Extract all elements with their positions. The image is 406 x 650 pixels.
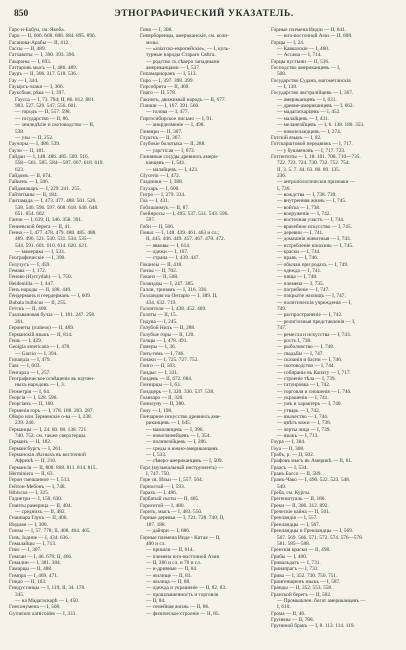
index-column-3 [271,27,399,643]
index-entry: — физическое строеніе — II, 85. [146,610,220,617]
index-entry: 651. 654. 662. [15,210,46,217]
index-entry: — одежда — I, 741. [277,268,322,275]
index-entry: — городъ — II, 557. 598. [15,109,71,116]
index-entry: Германскій языкъ — II, 814. [9,331,73,338]
index-entry: Гонго — II, 503. [140,363,177,370]
index-entry: Гренландцы и Гренландцы — I, 569. [271,528,354,535]
index-entry: — новозеландцевъ — I, 274. [277,128,342,135]
index-entry: I, 747. 750. [146,471,171,478]
index-entry: Geoigia americana — I, 478. [9,344,71,351]
index-entry: Генгарха — I, 257. [9,369,51,376]
index-entry: Голоты — II, 15. [140,312,178,319]
index-entry: — Кавказскіе — I, 460. [277,46,330,53]
index-entry: Голандцы — I, 247. 385. [140,280,195,287]
index-entry: Гидува — I, 245. [140,318,178,325]
index-entry: — анирдизменіе — I, 498. [146,122,205,129]
index-entry: — II, 386 и сл. и 70 и сл. [146,559,202,566]
index-entry: Гинзы — I, 57. 778; II, 408. 464. 465. [9,528,91,535]
index-entry: Германцы — I, 24. 60. 68. 138. 721. [9,426,88,433]
index-entry: канцевъ — I, 541. [146,160,186,167]
index-entry: Геометрія — I, 64. [9,388,51,395]
index-entry: Гоби — II, 506. [140,223,175,230]
index-entry: 345. [15,591,25,598]
index-entry: — политическія учрежденія — I, [277,299,352,306]
index-entry: Глиняные сосуды древнихъ амери- [140,153,219,160]
index-entry: Готскарштовой передвижъ — I, 717. [271,141,353,148]
index-entry: Гаяс — I, 603. [9,363,41,370]
index-entry: Heidenliila — I, 447. [9,280,55,287]
index-entry: Груниной бракъ — I, 8. 113. 114. 119. [271,623,355,630]
index-entry: — торговля и сношенія — I, 746. [277,388,352,395]
index-entry: Греба, см. Кургы. [271,490,311,497]
index-entry: — одежда и украшеніе — II, 82. 83. [146,585,227,592]
index-entry: Гиргосибирское письмо — I, 91. [140,115,213,122]
index-entry: — у бушменовъ — I, 717. 723. [277,147,346,154]
index-entry: Гассы — II, 489. [9,46,46,53]
index-entry: Гону — I, 198. [140,407,173,414]
index-entry: — I, 533. [146,452,167,459]
index-entry: 581. 585—588. [277,540,311,547]
index-entry: — умъ и характеръ — I, 740. [277,401,342,408]
index-entry: Гауръ — II, 306. 317. 518. 536. [9,71,78,78]
index-entry: — семейная жизнь — II, 86. [146,604,210,611]
index-entry: Глукгкъ — II, 367. [140,134,182,141]
index-entry: Горцы — I, 24. [271,39,305,46]
index-entry: 747. [277,325,287,332]
index-entry: — и-дривные — II, 84. [146,566,198,573]
index-entry: 567. 569. 566. 571. 572. 574. 576—578. [277,534,364,541]
index-entry: — черты лица — I, 739. [277,426,331,433]
index-entry: Гоура — I, 384. [271,439,306,446]
index-entry: Hibiscus — I, 325. [9,490,50,497]
index-entry: Гирсобрита — II, 469. [140,84,190,91]
index-entry: 597. [146,217,156,224]
index-entry: 261. [15,318,25,325]
index-entry: — внутренняя жизнь — I, 745. [277,198,347,205]
index-entry: — обычаи при родахъ — I, 749. [277,261,349,268]
index-entry: 749. [277,306,287,313]
index-entry: — среднихъ — II, 482. [15,509,66,516]
index-entry: Германскія лѣсныхъ въ восточной [9,452,86,459]
index-entry: Грегенштуаль — II, 180. [271,496,326,503]
index-entry: Горахъ — I, 486. [140,490,178,497]
index-entry: — земледѣліе и скотоводство — II, [15,122,95,129]
index-entry: Горл (музыкальный инструментъ) — [140,464,224,471]
index-entry: Гауырсъ-элаки — I, 366. [9,84,64,91]
index-entry: мозы. [146,39,159,46]
index-entry: Глухарь — I, 600. [140,185,180,192]
index-entry: — мадагаскарцевъ — I, 452. [277,109,341,116]
index-entry: — уаргтісая — I, 673. [146,147,195,154]
index-entry: — меланезійцевъ — I, 6. 138. 180. 353. [277,122,365,129]
index-entry: 489. 490. 521. 530. 531. 534. 535— [15,236,92,243]
index-entry: Галли, тринамъ — I, 316. 336. [140,287,208,294]
index-entry: Гакингъ, движимый народъ — II, 677. [140,96,226,103]
index-entry: Грабъ, р. — II, 502. [271,452,315,459]
index-entry: — скотоводство — I, 744. [277,363,335,370]
index-entry: Грунены — II, 788. [271,616,314,623]
index-entry: Гондевъ — II, 672. 684. [140,375,193,382]
index-entry: — языкъ — I, 713. [277,433,319,439]
index-entry: 434. 632. 719. [146,299,177,306]
index-entry: — узы — II, 252. [15,134,54,141]
index-entry: 538. 540. 596. 597. 608. 618. 640. 648. [15,204,99,211]
index-entry: — древне-американцевъ — I, 662. [277,103,354,110]
index-entry: Гоейнросы — I, 495. 537. 531. 543. 596. [140,210,229,217]
index-entry: Гаусса — I, 73. 794; II, 86. 812. 881. [15,96,95,103]
index-entry: Гиаго — II, 578. [140,90,177,97]
index-entry: Гиаинара Гаукъ — II, 406. [9,515,68,522]
index-entry: Гіанши — I, 167. 391. 560. [140,103,200,110]
index-entry: — погребеніе — I, 747. [277,287,330,294]
index-entry: Гендерманъ и геердерманъ — I, 609. [9,293,92,300]
index-entry: Греческіе кайна — II, 501. [271,509,331,516]
index-entry: — ростъ I, 738. [277,337,312,344]
index-entry: — дайчри — I, 686. [146,528,191,535]
index-entry: Гамарцы — II, 488. [9,566,53,573]
index-entry: — среды и южно-американцевъ [146,445,218,452]
index-entry: — малайцевъ — I, 431. [277,115,330,122]
index-entry: Географическое освѣщеніе въ изучен- [9,375,95,382]
index-entry: Гонзы — II, 702. [140,268,178,275]
index-entry: I, 610. [277,604,291,611]
index-entry: — новогвинейцевъ — I, 354. [146,433,211,439]
index-entry: Гренскія краски — II, 498. [271,547,331,554]
index-entry: Гималайцы — I, 713. [9,540,57,547]
index-entry: — полинезійцевъ — I, 286. [146,439,208,446]
index-entry: 187. 188. [146,521,166,528]
index-entry: Гонзирцы — I, 63. [140,382,182,389]
index-column-1 [9,27,135,643]
index-entry: Гонъ-гомь — I, 746. [140,350,185,357]
index-entry: — украшенія — I, 741. [277,394,329,401]
index-entry: Гондыс — I, 331. [140,369,179,376]
index-entry: — явковы — I, 614. [146,242,191,249]
index-entry: Гипапдіа — I, 479. [9,356,51,363]
index-entry: II, 3. 5. 7. 44. 63. 80. 89. 135. [277,166,341,173]
index-entry: Горностай — I, 593. [140,483,186,490]
index-entry: Гаучоры — I, 486. 539. [9,141,61,148]
index-entry: Горе св. Ильи — I, 557. 564. [140,477,204,484]
index-entry: — мамалянцевъ — I, 396. [146,426,204,433]
index-entry: — американцевъ — I, 631. [277,96,337,103]
index-entry: Гривальдатъ — I, 731. [271,559,321,566]
index-entry: Гиис — I, 307. [9,547,42,554]
index-entry: Голщы — I, 478. 491. [140,337,188,344]
index-entry: ныхъ народовъ — I, 3. [15,382,66,389]
index-entry: I, 736. [277,185,291,192]
index-entry: 538. [15,128,25,135]
index-entry: Геново (Hyrcydah) — I, 750. [9,274,72,281]
index-entry: Гринапрагъ — I, 731. [271,566,319,573]
index-entry: Горить, мысъ — I, 483. 550. [140,509,203,516]
index-entry: Гиро — I, 397. 398. 399. [140,77,194,84]
index-entry: Готтентоты — I, 18. 101. 708. 710—735. [271,153,361,160]
index-entry: Германсбургъ — I, 261. [9,445,62,452]
index-entry: Индиан — I, 308. [9,521,49,528]
index-entry: — одежи — I, 167. [146,249,189,256]
index-entry: Гианты рамерица — II, 404. [9,502,72,509]
index-entry: Государство Судана, магометанскія [271,77,351,84]
index-entry: Гешь — I, 429. [9,337,43,344]
index-entry: — цвѣтъ кожи — I, 738. [277,420,332,427]
index-entry: Голландия на Онтаріо — I, 389. II, [140,293,218,300]
index-entry: 549. [277,483,287,490]
index-entry: Голубые горы — II, 120. [140,331,195,338]
index-entry: Гипамариоранъ — I, 513. [140,71,197,78]
index-entry: Гренландія — I, 557. [271,515,318,522]
index-entry: Голонтоли — I, 438. 452. 469. [140,306,207,313]
index-entry: Glycerin — I, 472. [140,172,181,179]
index-entry: Гизъ, Іодине — I, 434. 636. [9,534,70,541]
index-entry: Горные племена Индіи — II, 641. [271,27,347,33]
index-entry: Гайтитыны — II, 184. [9,191,58,198]
index-entry: — сѣверо-американцевъ — I, 509. [146,458,223,465]
index-entry: Горцы пустыни — II, 516. [271,58,330,65]
index-entry: Гетскъ — II, 408. [9,306,48,313]
index-entry: — религіозныя представленія — I, [277,318,356,325]
index-entry: — на Мадагаскарѣ — I, 450. [15,597,80,604]
index-entry: 722. 723. 724. 730. 732. 752. 754. [277,160,350,167]
index-entry: Герон смешанное — I, 513. [9,477,71,484]
index-entry: Готскій языкъ — I, 82. [271,134,322,141]
index-entry: Gyrneium oarticoides — I, 331. [9,610,77,617]
index-entry: Гаттаровъ мысъ — I, 486. 489. [9,65,78,72]
index-entry: Горные деревья — I, 721. 728. 740; II, [140,515,225,522]
index-entry: Георгіанъ — II, 160. [9,401,55,408]
index-entry: — утварь — I, 742. [277,407,321,414]
index-entry: 239. 240. [15,420,35,427]
index-entry: Гранъ-Чако — I, 490. 522. 523. 548. [271,477,351,484]
index-entry: — мамерика — I, 533. [15,249,65,256]
index-entry: Гауксбыи, рѣка — I, 397. [9,90,66,97]
index-entry: Гималин — I, 381. 384. [9,559,61,566]
index-entry: Германъ — II, 182. [9,439,52,446]
index-entry: — страна — I, 439. 447. [146,255,200,262]
index-entry: — юго-восточной Азіи — II, 608. [277,33,353,40]
index-entry: Гоа — I, 431. [140,198,170,205]
index-entry: — голова — I, 477. [146,109,189,116]
index-entry: — свадьбы — I, 747. [277,350,324,357]
index-entry: Гонаки — I, 725. 727. 752. [140,356,199,363]
index-column-2 [140,27,265,643]
index-entry: Гау — I, 344. [9,77,39,84]
index-entry: Грингенщиенъ языкъ — I, 587. [271,578,341,585]
index-entry: — малайцевъ — I, 423. [146,166,199,173]
index-entry: Господство американцевъ — I, [271,65,341,72]
page-number: 850 [14,9,29,19]
running-head [14,9,394,23]
index-entry: Генъ народы — II, 188. 440. [9,287,72,294]
index-entry: 558—561. 585. 584—587. 607. 618. 619. [15,160,104,167]
index-entry: — деревни — I, 741. [277,230,324,236]
index-entry: Гасанова-Арабы — II, 412. [9,39,70,46]
index-entry: 544. 591. 601. 610. 614. 620. 621. [15,242,88,249]
index-entry: Herminiera — II, 63. [9,471,54,478]
index-entry: Гладники — I, 388. [140,179,184,186]
index-entry: Гауэи — II, 181. [9,147,46,154]
index-entry: — сказанія и басни — I, 746. [277,356,343,363]
index-entry: — язычество — I, 744. [277,413,329,420]
index-entry: Гимпра — I, 469. 471. [9,572,59,579]
index-entry: — антропологическія признаки — [277,179,356,186]
index-entry: — пришли — II, 614. [146,547,194,554]
index-entry: Гливнри — II, 307. [140,128,183,135]
index-entry: Ойоро или Терменскіе о-ва — I, 238. [9,413,92,420]
index-entry: Гнгро — I, 279. 334. [140,191,186,198]
index-entry: Гимлан — I, 46. 676; II, 466. [9,553,73,560]
index-entry: Гениевской берега — II, 41. [9,223,72,230]
index-entry: — врачебное искусство — I, 745. [277,223,352,230]
index-entry: риканцевъ — I, 645. [146,420,192,427]
running-title: ЭТНОГРАФИЧЕСКИЙ УКАЗАТЕЛЬ. [114,9,294,19]
index-entry: Гранъ Бассо — II, 589. [271,471,322,478]
index-entry: Bubala bulbicus — II, 255. [9,299,67,306]
index-entry: — жилица — II, 88. [146,578,191,585]
index-entry: Гончарное искусство древнихъ аме- [140,413,221,420]
index-entry: Горисетой — I, 480. [140,502,185,509]
index-entry: — восточная участъ — I, 744. [277,217,345,224]
index-entry: Греки — II, 306. 312. 892. [271,502,329,509]
index-entry: Гомеры — I, 36. [140,344,177,351]
index-entry: — пища — I, 748. [277,274,318,281]
index-entry: 400 и сл. [146,540,166,547]
index-entry: — распространеніе — I, 742. [277,312,343,319]
index-entry: — татуировка — I, 742. [277,382,331,389]
index-entry: Грибы — I, 400. [271,553,308,560]
index-entry: Гоканз — II, 508. [140,274,179,281]
index-entry: Гадиетри — I, 150. 630. [9,496,63,503]
index-entry: Гелузусъ — I, 459. [9,261,51,268]
index-entry: — вооруженіе — I, 742. [277,210,331,217]
index-entry: Гранды — II, 352. 553. 558. [271,585,333,592]
index-entry: Гондцерь — I, 320. 336. 537. 538. [140,388,215,395]
index-entry: Графовъ мысъ въ Америкѣ — II, 61. [271,458,353,465]
index-entry: — племена — I, 735. [277,280,324,287]
index-entry: Гайдамакаръ — I, 229. 241. 255. [9,185,81,192]
index-entry: Географическіе — I, 390. [9,255,66,262]
index-entry: Гиндустанцы — I, 119; II, 34. 178. [9,585,86,592]
index-entry: 623. [15,166,25,173]
index-entry: — племена юго-восточной Азии [146,553,220,560]
index-entry: Государство австралійцевъ — I, 367. [271,90,354,97]
index-entry: Гайкенъ — I, 506. [9,179,50,186]
index-entry: Гейтон-Мебонъ — I, 748. [9,483,66,490]
index-entry: Гемава — I, 172. [9,268,47,275]
index-entry: — истребленіе кінахинь — I, 745. [277,242,354,249]
index-entry: — родство съ сѣверо западными [146,58,220,65]
index-entry: — жилище — II, 83. [146,572,192,579]
index-entry: — войска — I, 738. [277,204,321,211]
index-entry: Гарс-н-Бабуи, см. Якоба. [9,27,65,33]
index-entry: Грива — I, 352. 730. 750. 751. [271,572,338,579]
index-entry: — домашнія животныя — I, 743. [277,236,351,243]
index-entry: — II, 84. [146,597,166,604]
index-entry: Гонилуну — II, 380. [140,401,186,408]
index-entry: 740. 752. см. также сверхгерцы. [15,433,87,439]
index-entry: — государство — II, 86. [15,115,70,122]
index-entry: Генна — I, 477. 478. 479. 480. 485. 488. [9,230,97,236]
index-entry: Гаыроны — I, 693. [9,58,52,65]
index-entry: Голубой Нилъ — II, 288. [140,325,196,332]
index-entry: Гипербореицы, американскіе, см. коли- [140,33,229,40]
index-entry: — собираніе въ Капату — I, 717. [277,369,351,376]
index-entry: — Garcio — I, 394. [15,350,58,357]
index-entry: Глубокіе болотыка — II, 288. [140,141,206,148]
index-entry: — рыболовство — I, 748. [277,344,335,351]
index-entry: Гоблшанмуъ — II, 87. [140,204,190,211]
index-entry: Грома — II, 46. [271,610,306,617]
index-entry: Гоанзаро — II, 320. [140,394,184,401]
index-entry: Гоуа — II, 308. [271,445,305,452]
index-entry: — вождства — I, 738. 739. [277,191,337,198]
index-entry: Африкѣ — II, 210. [15,458,57,465]
index-entry: II, 445. 446. 449. 457. 467. 470. 472. [146,236,226,243]
index-entry: Горные племена Инде - Китая — II, [140,534,221,541]
index-entry: Гаальвановая булза — I, 181. 247. 258. [9,312,96,319]
index-entry: Гинсонумена — I, 508. [9,604,61,611]
index-entry: Гаро — II, 666. 668. 688. 684. 895. 896. [9,33,96,40]
index-columns [9,27,399,643]
index-entry: Гоныс — I, 148. 439. 461. 463 и сл.; [140,230,220,236]
index-entry: — «азіатско-европейскіе», — I, куль- [146,46,230,53]
index-entry: Горбатый скоты — II, 405. [140,496,200,503]
index-entry: Гина — I, 308. [140,27,173,33]
index-entry: — строеніе тѣла — I, 739. [277,375,336,382]
index-entry: Гренландцы — I, 567. [271,521,321,528]
index-entry: Геронеты (rraheus) — II, 489. [9,325,75,332]
index-entry: Граасъ — I, 534. [271,464,308,471]
index-entry: Гаитамада — I, 473. 477. 488. 501. 526. [9,198,97,205]
index-entry: Гиндо — II, 163. [9,578,47,585]
index-entry: турные народы Стараго Свѣта. [146,52,216,59]
index-entry: — Промышлен. богат американцевъ — [277,597,366,604]
index-entry: Георгія — I, 528. 596. [9,394,58,401]
index-entry: 236. [277,172,287,179]
index-entry: — прошлышенность и торговля [146,591,219,598]
index-entry: Германсія — II, 808. 808. 811. 814. 815. [9,464,97,471]
index-entry: Гоканоы — II, 418. [140,261,183,268]
index-entry: Гранской берегъ — II, 502. [271,591,332,598]
index-entry: американцами — I, 537. [146,65,201,72]
index-entry: 983. 527. 529. 547. 556. 601. [15,103,78,110]
index-entry: — нравъ — I, 746. [277,255,319,262]
index-entry: Герменія горъ — I, 178. 188. 203. 287. [9,407,94,414]
index-entry: — I, 138. [277,84,298,91]
index-entry: — краски — I, 744. [277,249,321,256]
index-entry: Гатхавиты — I, 390. 393. 396. [9,52,76,59]
index-entry: — покрытіе жилищъ — I, 747. [277,293,346,300]
index-entry: Гайдаи — I, 148. 486. 485. 509. 516. [9,153,89,160]
index-entry: — ремесла и искусства — I, 743. [277,331,352,338]
index-entry: — Ассама — I, 714. [277,52,322,59]
index-entry: Ганчи — I, 639; II, 346. 358. 391. [9,217,83,224]
index-entry: 508. [277,71,287,78]
index-entry: Гайдомъ — II, 674. [9,172,52,179]
